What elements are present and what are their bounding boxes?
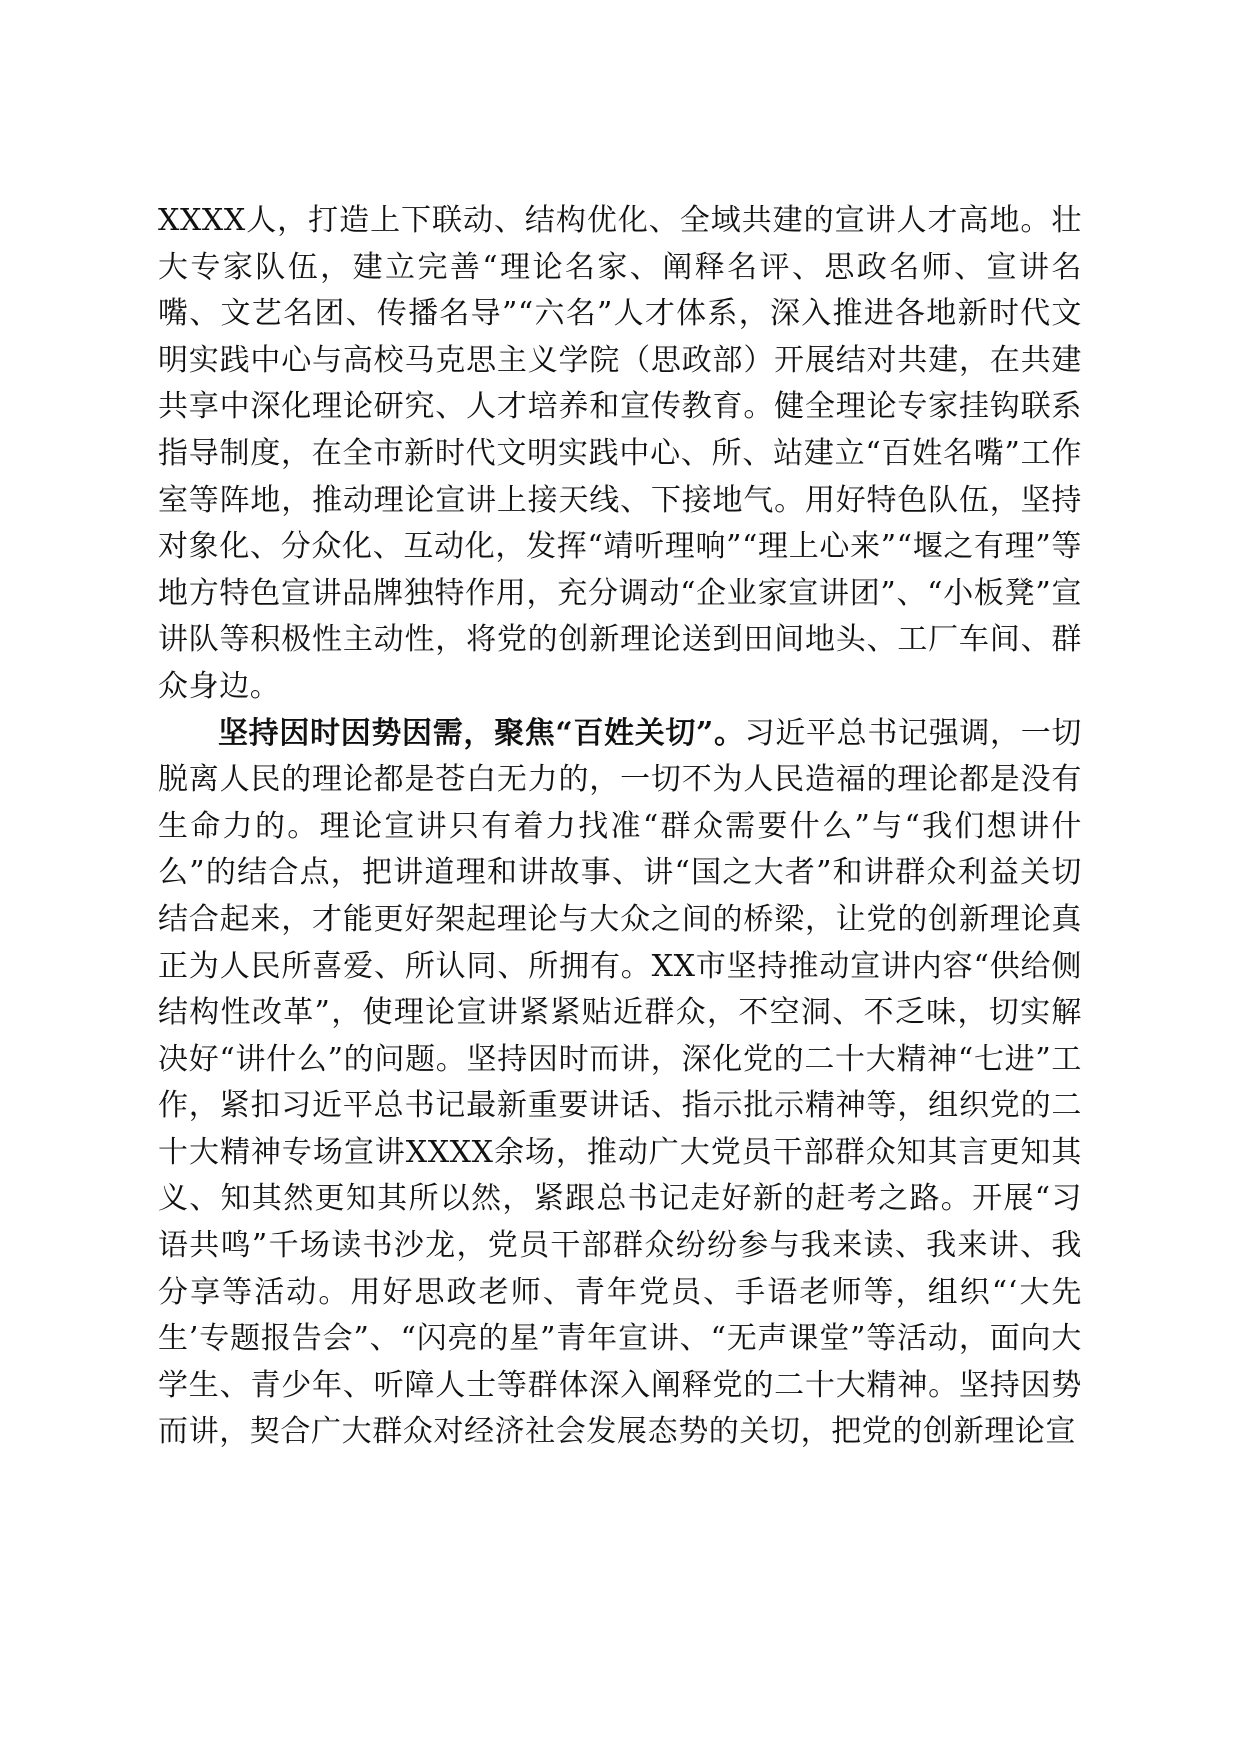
paragraph-focus-people-concerns [158, 711, 1082, 1457]
document-body [158, 198, 1082, 1456]
paragraph-text: 习近平总书记强调，一切脱离人民的理论都是苍白无力的，一切不为人民造福的理论都是没有生命力的。理论宣讲只有着力找准“群众需要什么”与“我们想讲什么”的结合点，把讲道理和讲故事、讲“国之大者”和讲群众利益关切结合起来，才能更好架起理论与大众之间的桥梁，让党的创新理论真正为人民所喜爱、所认同、所拥有。XX市坚持推动宣讲内容“供给侧结构性改革”，使理论宣讲紧紧贴近群众，不空洞、不乏味，切实解决好“讲什么”的问题。坚持因时而讲，深化党的二十大精神“七进”工作，紧扣习近平总书记最新重要讲话、指示批示精神等，组织党的二十大精神专场宣讲XXXX余场，推动广大党员干部群众知其言更知其义、知其然更知其所以然，紧跟总书记走好新的赶考之路。开展“习语共鸣”千场读书沙龙，党员干部群众纷纷参与我来读、我来讲、我分享等活动。用好思政老师、青年党员、手语老师等，组织“‘大先生’专题报告会”、“闪亮的星”青年宣讲、“无声课堂”等活动，面向大学生、青少年、听障人士等群体深入阐释党的二十大精神。坚持因势而讲，契合广大群众对经济社会发展态势的关切，把党的创新理论宣 [158, 715, 1082, 1450]
paragraph-text: XXXX人，打造上下联动、结构优化、全域共建的宣讲人才高地。壮大专家队伍，建立完善“理论名家、阐释名评、思政名师、宣讲名嘴、文艺名团、传播名导”“六名”人才体系，深入推进各地新时代文明实践中心与高校马克思主义学院（思政部）开展结对共建，在共建共享中深化理论研究、人才培养和宣传教育。健全理论专家挂钩联系指导制度，在全市新时代文明实践中心、所、站建立“百姓名嘴”工作室等阵地，推动理论宣讲上接天线、下接地气。用好特色队伍，坚持对象化、分众化、互动化，发挥“靖听理响”“理上心来”“堰之有理”等地方特色宣讲品牌独特作用，充分调动“企业家宣讲团”、“小板凳”宣讲队等积极性主动性，将党的创新理论送到田间地头、工厂车间、群众身边。 [158, 203, 1082, 704]
paragraph-continued [158, 198, 1082, 711]
paragraph-heading: 坚持因时因势因需，聚焦“百姓关切”。 [218, 715, 745, 751]
